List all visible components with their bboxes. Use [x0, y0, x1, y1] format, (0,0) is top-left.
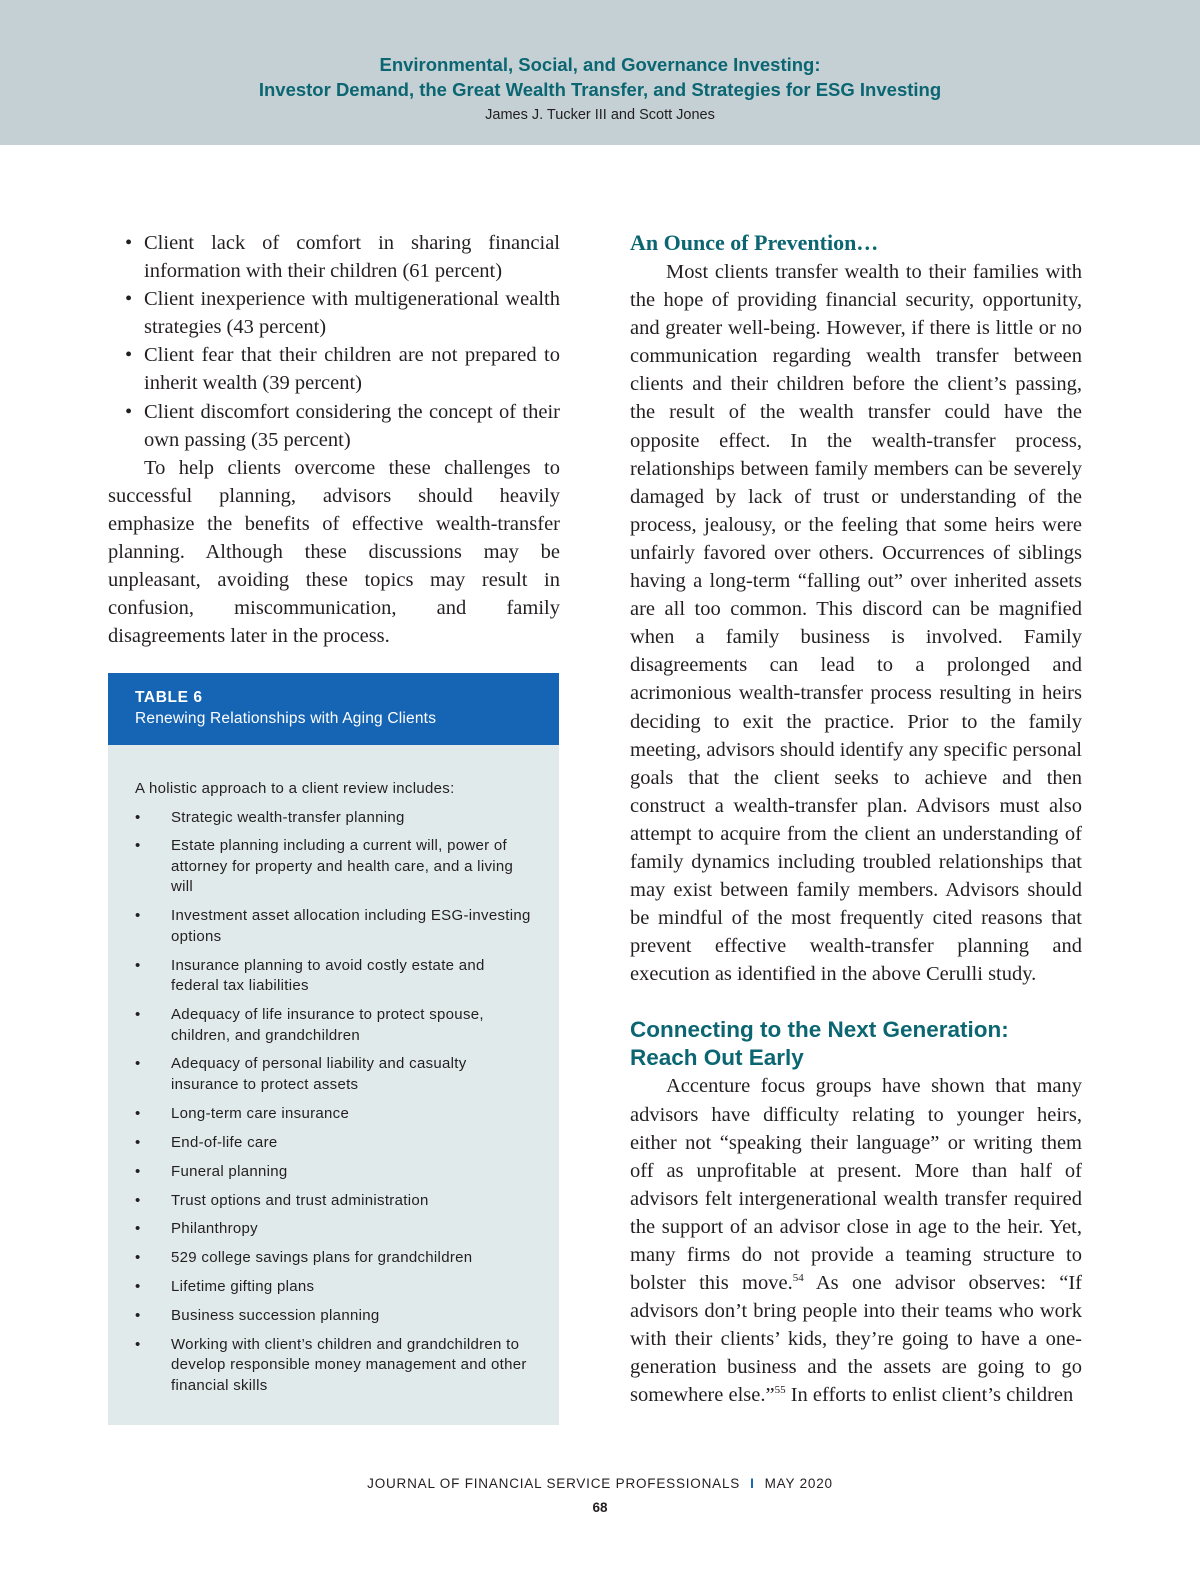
table-header	[108, 673, 559, 745]
journal-name: JOURNAL OF FINANCIAL SERVICE PROFESSIONALS	[367, 1476, 741, 1491]
table-list-item: • Strategic wealth-transfer planning	[135, 808, 535, 829]
table-list-item: • Insurance planning to avoid costly estate and federal tax liabilities	[135, 956, 485, 995]
table-list-item: • Working with client’s children and grandchildren to develop responsible money management and other financial skills	[135, 1335, 527, 1394]
table-list-item: • Philanthropy	[135, 1219, 535, 1240]
heading-line2: Reach Out Early	[630, 1045, 804, 1071]
bullet-icon: •	[125, 400, 133, 423]
table-6	[108, 673, 559, 1425]
bullet-icon: •	[135, 1220, 141, 1238]
table-list	[135, 808, 535, 1397]
left-column	[108, 229, 560, 650]
journal-footer	[0, 1476, 1200, 1491]
table-intro: A holistic approach to a client review includes:	[135, 780, 455, 797]
list-item: • Client discomfort considering the concept of their own passing (35 percent)	[108, 398, 560, 454]
table-caption: Renewing Relationships with Aging Clients	[135, 710, 437, 727]
table-list-item: • Lifetime gifting plans	[135, 1277, 535, 1298]
table-list-item: • Estate planning including a current will, power of attorney for property and health care, and a living will	[135, 837, 514, 896]
footer-separator: I	[750, 1476, 755, 1491]
bullet-icon: •	[135, 907, 141, 925]
article-title	[0, 52, 1200, 102]
bullet-icon: •	[135, 1278, 141, 1296]
bullet-icon: •	[135, 1055, 141, 1073]
right-column	[630, 229, 1082, 1410]
table-list-item: • Long-term care insurance	[135, 1104, 535, 1125]
left-paragraph: To help clients overcome these challenges to successful planning, advisors should heavily emphasize the benefits of effective wealth-transfer planning. Although these discussions may be unpleasant, avoiding these topics may result in confusion, miscommunication, and family disagreements later in the process.	[108, 456, 560, 648]
table-list-item: • Business succession planning	[135, 1306, 535, 1327]
list-item: • Client fear that their children are not prepared to inherit wealth (39 percent)	[108, 341, 560, 397]
article-title-line2: Investor Demand, the Great Wealth Transfer, and Strategies for ESG Investing	[258, 79, 942, 100]
table-list-item: • Investment asset allocation including ESG-investing options	[135, 907, 531, 945]
list-item: • Client inexperience with multigenerational wealth strategies (43 percent)	[108, 285, 560, 341]
bullet-icon: •	[135, 956, 141, 974]
section-heading-next-generation	[630, 1016, 1082, 1072]
footnote-ref: 55	[774, 1384, 786, 1397]
prevention-paragraph: Most clients transfer wealth to their families with the hope of providing financial security, opportunity, and greater well-being. However, if there is little or no communication regarding wealth transfer between clients and their children before the client’s passing, the result of the wealth transfer could have the opposite effect. In the wealth-transfer process, relationships between family members can be severely damaged by lack of trust or understanding of the process, jealousy, or the feeling that some heirs were unfairly favored over others. Occurrences of siblings having a long-term “falling out” over inherited assets are all too common. This discord can be magnified when a family business is involved. Family disagreements can lead to a prolonged and acrimonious wealth-transfer process resulting in heirs deciding to exit the practice. Prior to the family meeting, advisors should identify any specific personal goals that the client seeks to achieve and then construct a wealth-transfer plan. Advisors must also attempt to acquire from the client an understanding of family dynamics including troubled relationships that may exist between family members. Advisors should be mindful of the most frequently cited reasons that prevent effective wealth-transfer planning and execution as identified in the above Cerulli study.	[630, 261, 1082, 986]
article-authors: James J. Tucker III and Scott Jones	[485, 107, 715, 123]
table-list-item: • Trust options and trust administration	[135, 1191, 535, 1212]
bullet-icon: •	[135, 1006, 141, 1024]
section-heading-prevention: An Ounce of Prevention…	[630, 230, 879, 255]
bullet-icon: •	[135, 1162, 141, 1180]
table-list-item: • Adequacy of life insurance to protect spouse, children, and grandchildren	[135, 1006, 484, 1044]
table-label: TABLE 6	[135, 689, 203, 706]
bullet-icon: •	[135, 837, 141, 855]
bullet-icon: •	[135, 1307, 141, 1325]
footnote-ref: 54	[792, 1272, 804, 1285]
bullet-icon: •	[125, 232, 133, 254]
challenges-list	[108, 229, 560, 454]
page-number: 68	[592, 1500, 608, 1515]
table-list-item: • End-of-life care	[135, 1133, 535, 1154]
bullet-icon: •	[135, 1191, 141, 1209]
bullet-icon: •	[135, 1104, 141, 1122]
table-body	[135, 779, 535, 1405]
bullet-icon: •	[135, 1335, 141, 1353]
bullet-icon: •	[125, 288, 133, 311]
bullet-icon: •	[135, 1133, 141, 1151]
next-generation-paragraph: Accenture focus groups have shown that many advisors have difficulty relating to younger heirs, either not “speaking their language” or writing them off as unprofitable at present. More than half of advisors felt intergenerational wealth transfer required the support of an advisor close in age to the heir. Yet, many firms do not provide a teaming structure to bolster this move.$^{54}$ As one advisor observes: “If advisors don’t bring people into their teams who work with their clients’ kids, they’re going to have a one-generation business and the assets are going to go somewhere else.”$^{55}$ In efforts to enlist client’s children	[630, 1075, 1082, 1407]
bullet-icon: •	[135, 1249, 141, 1267]
bullet-icon: •	[135, 808, 141, 826]
table-list-item: • 529 college savings plans for grandchildren	[135, 1248, 535, 1269]
list-item: • Client lack of comfort in sharing financial information with their children (61 percent)	[108, 229, 560, 285]
article-title-line1: Environmental, Social, and Governance Investing:	[379, 54, 821, 75]
heading-line1: Connecting to the Next Generation:	[630, 1017, 1009, 1043]
table-list-item: • Funeral planning	[135, 1162, 535, 1183]
issue-date: MAY 2020	[764, 1476, 833, 1491]
header-band	[0, 0, 1200, 145]
table-list-item: • Adequacy of personal liability and casualty insurance to protect assets	[135, 1055, 467, 1093]
bullet-icon: •	[125, 344, 133, 367]
